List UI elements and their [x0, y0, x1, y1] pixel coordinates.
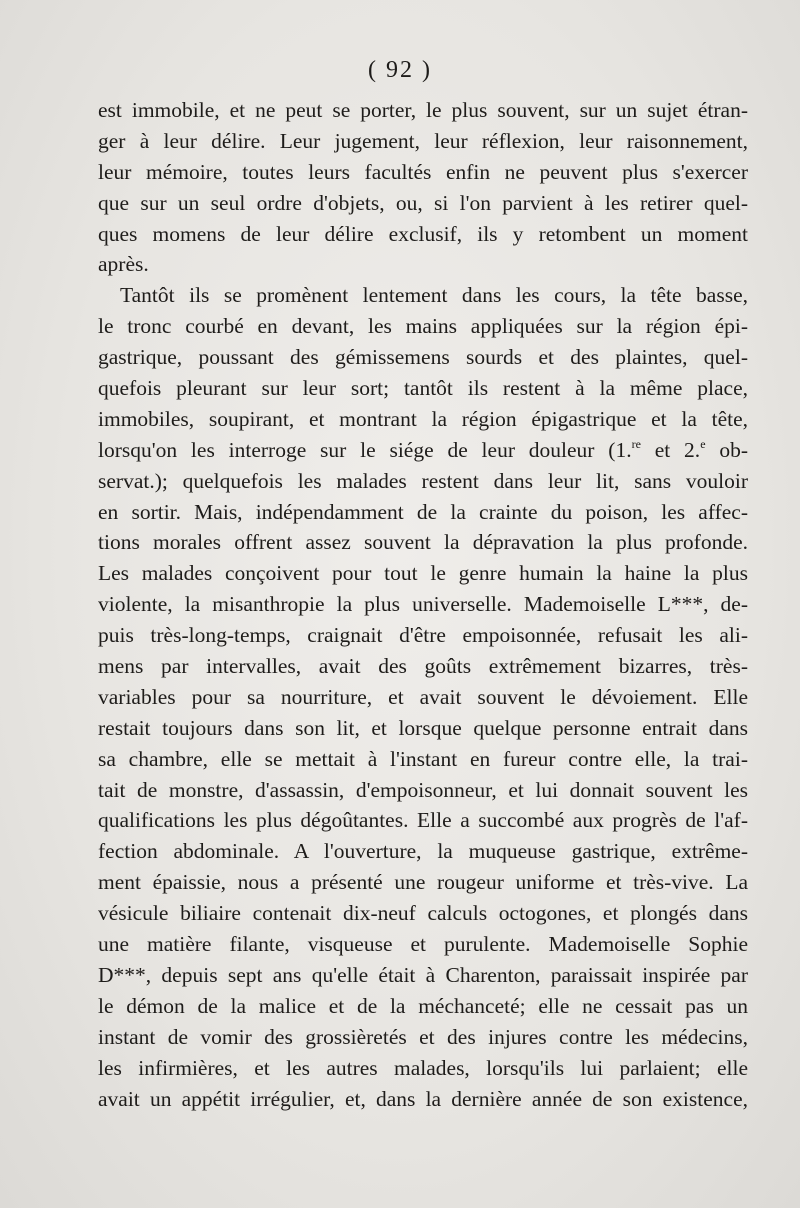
text-line: variables pour sa nourriture, et avait souvent le dévoiement. Elle — [98, 684, 748, 709]
text-line: ques momens de leur délire exclusif, ils y retombent un moment — [98, 221, 748, 246]
text-line: avait un appétit irrégulier, et, dans la dernière année de son existence, — [98, 1086, 748, 1111]
text-line: après. — [98, 252, 149, 277]
text-line: est immobile, et ne peut se porter, le plus souvent, sur un sujet étran- — [98, 98, 748, 122]
text-line: les infirmières, et les autres malades, lorsqu'ils lui parlaient; elle — [98, 1055, 748, 1080]
text-line: lorsqu'on les interroge sur le siége de leur douleur (1.$^{re}$ et 2.$^e$ ob- — [98, 436, 748, 462]
page-number: ( 92 ) — [368, 57, 432, 83]
body-text — [98, 95, 748, 1114]
text-line: D***, depuis sept ans qu'elle était à Charenton, paraissait inspirée par — [98, 962, 748, 987]
text-line: que sur un seul ordre d'objets, ou, si l'on parvient à les retirer quel- — [98, 190, 748, 215]
text-line: ment épaissie, nous a présenté une rougeur uniforme et très-vive. La — [98, 870, 748, 895]
text-line: leur mémoire, toutes leurs facultés enfin ne peuvent plus s'exercer — [98, 159, 748, 184]
text-line: vésicule biliaire contenait dix-neuf calculs octogones, et plongés dans — [98, 901, 748, 926]
text-line: puis très-long-temps, craignait d'être empoisonnée, refusait les ali- — [98, 623, 748, 648]
text-line: ger à leur délire. Leur jugement, leur réflexion, leur raisonnement, — [98, 128, 748, 153]
text-line: fection abdominale. A l'ouverture, la muqueuse gastrique, extrême- — [98, 839, 748, 864]
text-line: immobiles, soupirant, et montrant la région épigastrique et la tête, — [98, 406, 748, 431]
text-line: le démon de la malice et de la méchanceté; elle ne cessait pas un — [98, 993, 748, 1018]
text-line: gastrique, poussant des gémissemens sourds et des plaintes, quel- — [98, 345, 748, 370]
text-line: en sortir. Mais, indépendamment de la crainte du poison, les affec- — [98, 499, 748, 524]
text-line: tait de monstre, d'assassin, d'empoisonneur, et lui donnait souvent les — [98, 777, 748, 802]
text-line: le tronc courbé en devant, les mains appliquées sur la région épi- — [98, 314, 748, 339]
text-line: violente, la misanthropie la plus universelle. Mademoiselle L***, de- — [98, 592, 748, 617]
text-line: quefois pleurant sur leur sort; tantôt ils restent à la même place, — [98, 376, 748, 401]
text-line: qualifications les plus dégoûtantes. Elle a succombé aux progrès de l'af- — [98, 808, 748, 833]
text-line: Les malades conçoivent pour tout le genre humain la haine la plus — [98, 561, 748, 586]
text-line: tions morales offrent assez souvent la dépravation la plus profonde. — [98, 530, 748, 555]
text-line: une matière filante, visqueuse et purulente. Mademoiselle Sophie — [98, 932, 748, 957]
text-line: sa chambre, elle se mettait à l'instant en fureur contre elle, la trai- — [98, 746, 748, 771]
text-line: mens par intervalles, avait des goûts extrêmement bizarres, très- — [98, 654, 748, 679]
text-line: servat.); quelquefois les malades restent dans leur lit, sans vouloir — [98, 468, 748, 493]
text-line: instant de vomir des grossièretés et des injures contre les médecins, — [98, 1024, 748, 1049]
text-line: restait toujours dans son lit, et lorsque quelque personne entrait dans — [98, 715, 748, 740]
text-line: Tantôt ils se promènent lentement dans les cours, la tête basse, — [120, 283, 748, 308]
